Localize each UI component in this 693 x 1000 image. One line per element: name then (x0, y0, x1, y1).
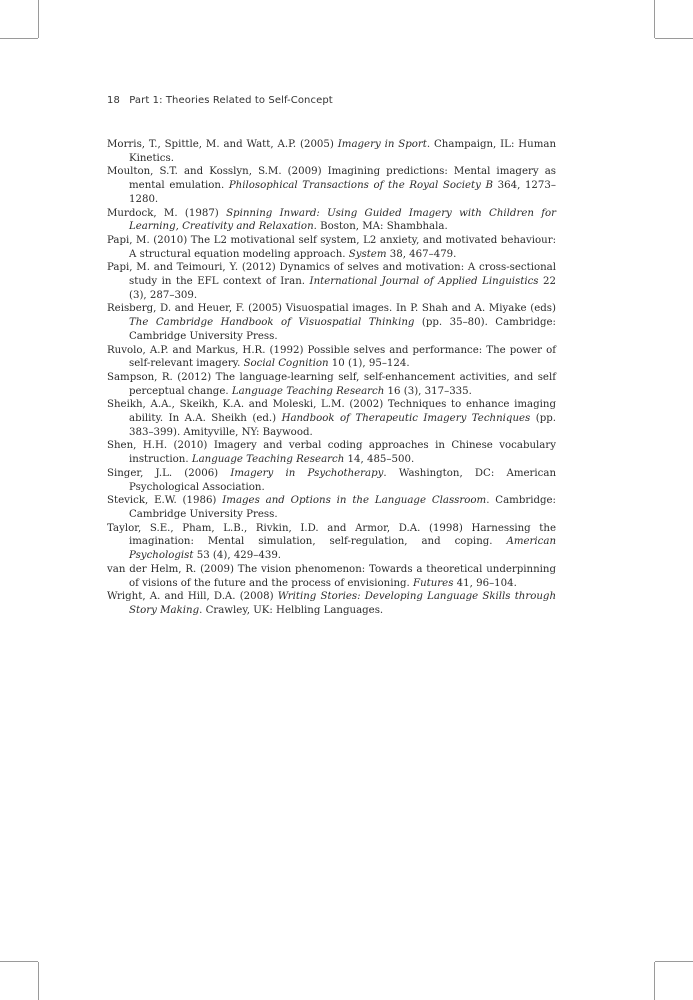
crop-mark (38, 962, 39, 1000)
running-head (107, 95, 333, 106)
page-number: 18 (107, 95, 120, 106)
reference-entry: Singer, J.L. (2006) Imagery in Psychotherapy. Washington, DC: American Psychological Association. (107, 467, 557, 493)
reference-entry: Murdock, M. (1987) Spinning Inward: Using Guided Imagery with Children for Learning, Creativity and Relaxation. Boston, MA: Shambhala. (107, 207, 556, 233)
reference-entry: Taylor, S.E., Pham, L.B., Rivkin, I.D. and Armor, D.A. (1998) Harnessing the imagination: Mental simulation, self-regulation, and coping. American Psychologist 53 (4), 429–439. (107, 522, 556, 562)
crop-mark (0, 961, 38, 962)
reference-entry: Papi, M. and Teimouri, Y. (2012) Dynamics of selves and motivation: A cross-sectional study in the EFL context of Iran. International Journal of Applied Linguistics 22 (3), 287–309. (107, 262, 557, 301)
crop-mark (655, 38, 693, 39)
running-head-title: Part 1: Theories Related to Self-Concept (129, 95, 333, 106)
reference-entry: Wright, A. and Hill, D.A. (2008) Writing Stories: Developing Language Skills through Story Making. Crawley, UK: Helbling Languages. (107, 591, 556, 616)
crop-mark (655, 961, 693, 962)
reference-entry: Ruvolo, A.P. and Markus, H.R. (1992) Possible selves and performance: The power of self-relevant imagery. Social Cognition 10 (1), 95–124. (107, 344, 556, 370)
reference-entry: Reisberg, D. and Heuer, F. (2005) Visuospatial images. In P. Shah and A. Miyake (eds) The Cambridge Handbook of Visuospatial Thinking (pp. 35–80). Cambridge: Cambridge University Press. (107, 303, 556, 342)
reference-entry: Shen, H.H. (2010) Imagery and verbal coding approaches in Chinese vocabulary instruction. Language Teaching Research 14, 485–500. (107, 440, 556, 466)
crop-mark (654, 0, 655, 38)
reference-entry: Moulton, S.T. and Kosslyn, S.M. (2009) Imagining predictions: Mental imagery as mental emulation. Philosophical Transactions of the Royal Society B 364, 1273–1280. (107, 166, 556, 205)
reference-entry: Sheikh, A.A., Skeikh, K.A. and Moleski, L.M. (2002) Techniques to enhance imaging ability. In A.A. Sheikh (ed.) Handbook of Therapeutic Imagery Techniques (pp. 383–399). Amityville, NY: Baywood. (107, 399, 556, 438)
crop-mark (38, 0, 39, 38)
reference-entry: Papi, M. (2010) The L2 motivational self system, L2 anxiety, and motivated behaviour: A structural equation modeling approach. System 38, 467–479. (107, 234, 556, 260)
reference-entry: Morris, T., Spittle, M. and Watt, A.P. (2005) Imagery in Sport. Champaign, IL: Human Kinetics. (107, 139, 557, 164)
reference-entry: Stevick, E.W. (1986) Images and Options in the Language Classroom. Cambridge: Cambridge University Press. (107, 495, 556, 520)
reference-entry: Sampson, R. (2012) The language-learning self, self-enhancement activities, and self perceptual change. Language Teaching Research 16 (3), 317–335. (107, 371, 556, 397)
reference-entry: van der Helm, R. (2009) The vision phenomenon: Towards a theoretical underpinning of visions of the future and the process of envisioning. Futures 41, 96–104. (107, 563, 556, 589)
crop-mark (654, 962, 655, 1000)
crop-mark (0, 38, 38, 39)
reference-list (107, 138, 556, 618)
